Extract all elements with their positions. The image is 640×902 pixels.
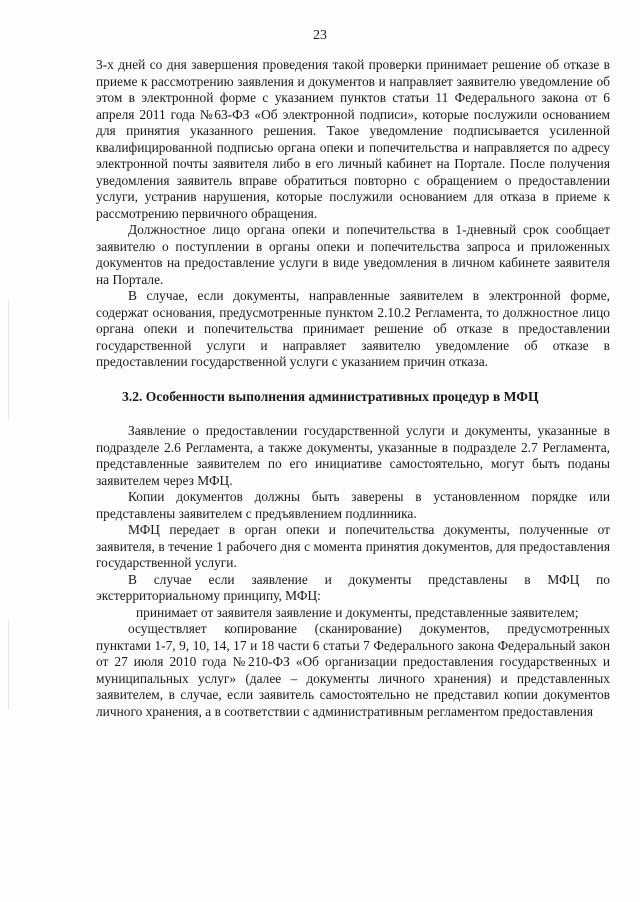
paragraph: МФЦ передает в орган опеки и попечительства документы, полученные от заявителя, в течение 1 рабочего дня с момента принятия документов, для предоставления государственной услуги. bbox=[96, 522, 610, 570]
list-item: осуществляет копирование (сканирование) документов, предусмотренных пунктами 1-7, 9, 10, 14, 17 и 18 части 6 статьи 7 Федерального закона Федеральный закон от 27 июля 2010 года №210-ФЗ «Об организации предоставления государственных и муниципальных услуг» (далее – документы личного хранения) и представленных заявителем, в случае, если заявитель самостоятельно не представил копии документов личного хранения, а в соответствии с административным регламентом предоставления bbox=[96, 621, 610, 719]
page-body bbox=[96, 57, 610, 720]
scan-artifact bbox=[8, 620, 9, 710]
paragraph: 3-х дней со дня завершения проведения такой проверки принимает решение об отказе в приеме к рассмотрению заявления и документов и направляет заявителю уведомление об этом в электронной форме с указанием пунктов статьи 11 Федерального закона от 6 апреля 2011 года №63-ФЗ «Об электронной подписи», которые послужили основанием для принятия указанного решения. Такое уведомление подписывается усиленной квалифицированной подписью органа опеки и попечительства и направляется по адресу электронной почты заявителя либо в его личный кабинет на Портале. После получения уведомления заявитель вправе обратиться повторно с обращением о предоставлении услуги, устранив нарушения, которые послужили основанием для отказа в приеме к рассмотрению первичного обращения. bbox=[96, 57, 610, 221]
paragraph: В случае если заявление и документы представлены в МФЦ по экстерриториальному принципу, МФЦ: bbox=[96, 571, 610, 603]
scan-artifact bbox=[8, 300, 9, 420]
paragraph: Должностное лицо органа опеки и попечительства в 1-дневный срок сообщает заявителю о поступлении в органы опеки и попечительства запроса и приложенных документов на предоставление услуги в виде уведомления в личном кабинете заявителя на Портале. bbox=[96, 222, 610, 287]
section-heading: 3.2. Особенности выполнения административных процедур в МФЦ bbox=[122, 388, 539, 404]
paragraph: Заявление о предоставлении государственной услуги и документы, указанные в подразделе 2.6 Регламента, а также документы, указанные в подразделе 2.7 Регламента, представленные заявителем по его инициативе самостоятельно, могут быть поданы заявителем через МФЦ. bbox=[96, 423, 610, 488]
list-item: принимает от заявителя заявление и документы, представленные заявителем; bbox=[136, 604, 579, 620]
paragraph: В случае, если документы, направленные заявителем в электронной форме, содержат основания, предусмотренные пунктом 2.10.2 Регламента, то должностное лицо органа опеки и попечительства принимает решение об отказе в предоставлении государственной услуги и направляет заявителю уведомление об отказе в предоставлении государственной услуги с указанием причин отказа. bbox=[96, 288, 610, 369]
paragraph: Копии документов должны быть заверены в установленном порядке или представлены заявителем с предъявлением подлинника. bbox=[96, 489, 610, 521]
page-number: 23 bbox=[313, 28, 327, 43]
